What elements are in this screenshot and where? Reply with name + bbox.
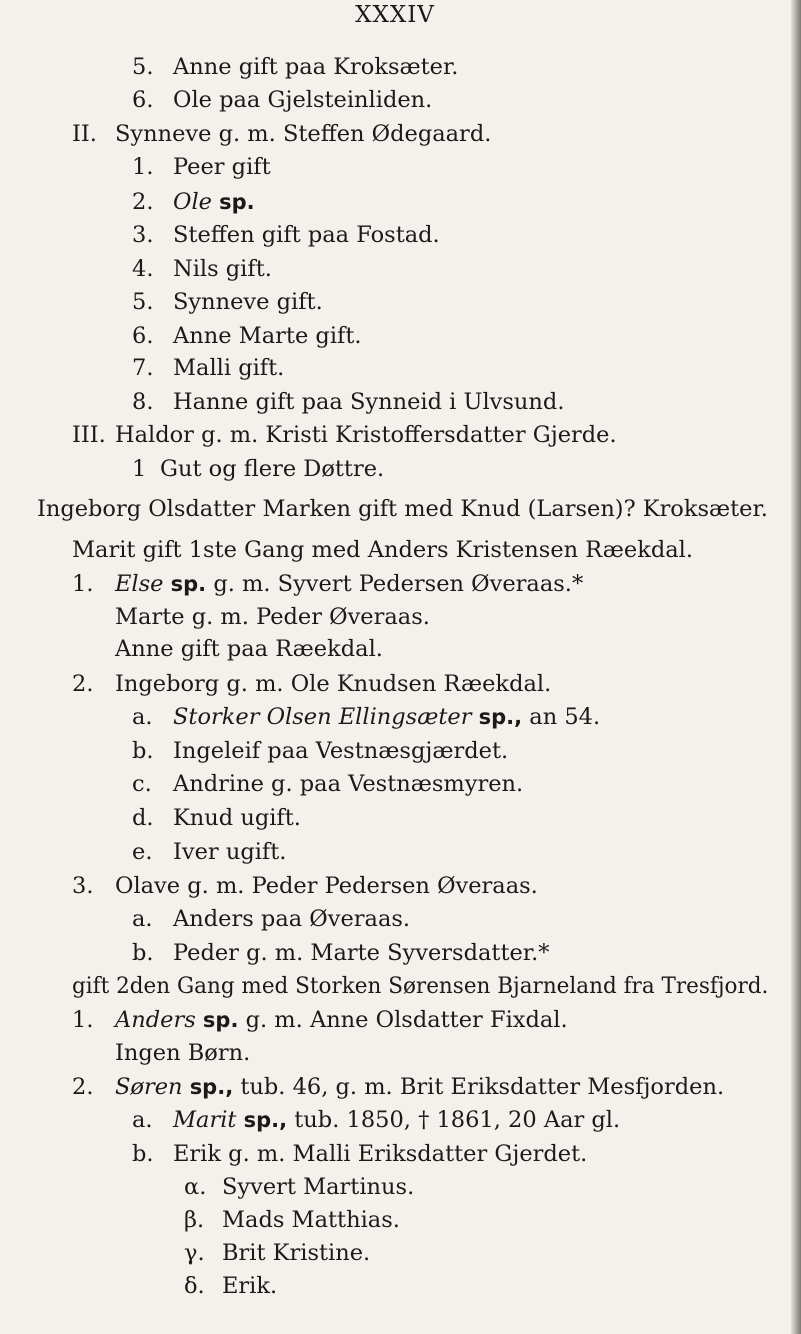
entry-text: Anders paa Øveraas.: [173, 906, 411, 932]
entry-text: Erik g. m. Malli Eriksdatter Gjerdet.: [173, 1141, 588, 1167]
person-name-italic: Storker Olsen Ellingsæter: [173, 704, 472, 730]
entry-line: [173, 325, 362, 348]
entry-line: [222, 1176, 414, 1199]
person-name-italic: Marit: [173, 1107, 237, 1133]
entry-text: g. m. Anne Olsdatter Fixdal.: [245, 1007, 568, 1033]
entry-line: [72, 975, 768, 998]
entry-number: 5.: [132, 289, 154, 315]
entry-number: 3.: [132, 222, 154, 248]
entry-line: [173, 291, 323, 314]
entry-text: Syvert Martinus.: [222, 1174, 415, 1200]
entry-number: 2.: [132, 189, 154, 215]
entry-number: d.: [132, 805, 154, 831]
sp-marker: sp.,: [189, 1075, 234, 1099]
entry-line: [115, 1009, 568, 1032]
entry-line: [173, 1109, 620, 1132]
entry-text: tub. 1850, † 1861, 20 Aar gl.: [294, 1107, 621, 1133]
entry-number: a.: [132, 906, 153, 932]
entry-text: g. m. Syvert Pedersen Øveraas.*: [213, 571, 584, 597]
entry-number: 2.: [72, 671, 94, 697]
entry-text: Olave g. m. Peder Pedersen Øveraas.: [115, 873, 538, 899]
person-name-italic: Ole: [173, 189, 212, 215]
entry-number: γ.: [184, 1240, 205, 1266]
entry-line: [173, 89, 432, 112]
entry-number: c.: [132, 771, 152, 797]
page-edge-shadow: [791, 0, 801, 1334]
entry-text: gift 2den Gang med Storken Sørensen Bjarneland fra Tresfjord.: [72, 973, 769, 999]
entry-number: 1.: [72, 1007, 94, 1033]
entry-text: tub. 46, g. m. Brit Eriksdatter Mesfjorden.: [240, 1074, 725, 1100]
entry-text: Nils gift.: [173, 256, 272, 282]
entry-line: [173, 740, 508, 763]
entry-line: [173, 224, 440, 247]
person-name-italic: Søren: [115, 1074, 183, 1100]
entry-number: a.: [132, 1107, 153, 1133]
entry-text: Ingeborg Olsdatter Marken gift med Knud (Larsen)? Kroksæter.: [37, 496, 768, 522]
entry-line: [173, 156, 271, 179]
entry-line: [115, 1042, 250, 1065]
entry-number: 6.: [132, 323, 154, 349]
entry-number: δ.: [184, 1273, 205, 1299]
person-name-italic: Anders: [115, 1007, 196, 1033]
entry-line: [173, 942, 550, 965]
entry-line: [173, 908, 410, 931]
entry-number: a.: [132, 704, 153, 730]
entry-line: [173, 391, 564, 414]
entry-text: Steffen gift paa Fostad.: [173, 222, 440, 248]
entry-number: 1.: [72, 571, 94, 597]
entry-line: [222, 1275, 277, 1298]
sp-marker: sp.,: [478, 705, 523, 729]
entry-text: Anne gift paa Ræekdal.: [115, 636, 383, 662]
entry-line: [115, 424, 617, 447]
entry-text: Peder g. m. Marte Syversdatter.*: [173, 940, 550, 966]
entry-line: [173, 773, 523, 796]
entry-text: Gut og flere Døttre.: [160, 456, 385, 482]
entry-text: Ingeborg g. m. Ole Knudsen Ræekdal.: [115, 671, 552, 697]
entry-text: Knud ugift.: [173, 805, 301, 831]
entry-number: 5.: [132, 54, 154, 80]
entry-text: an 54.: [529, 704, 601, 730]
entry-text: Ingeleif paa Vestnæsgjærdet.: [173, 738, 509, 764]
entry-text: Hanne gift paa Synneid i Ulvsund.: [173, 389, 565, 415]
entry-line: [222, 1209, 400, 1232]
sp-marker: sp.: [202, 1008, 239, 1032]
entry-line: [72, 539, 693, 562]
entry-line: [115, 638, 383, 661]
entry-number: 6.: [132, 87, 154, 113]
entry-text: Anne Marte gift.: [173, 323, 362, 349]
entry-number: 7.: [132, 355, 154, 381]
entry-line: [173, 706, 600, 729]
entry-line: [173, 357, 284, 380]
entry-text: Brit Kristine.: [222, 1240, 371, 1266]
entry-text: Mads Matthias.: [222, 1207, 400, 1233]
entry-number: e.: [132, 839, 153, 865]
entry-line: [173, 56, 458, 79]
entry-text: Haldor g. m. Kristi Kristoffersdatter Gjerde.: [115, 422, 617, 448]
entry-text: Malli gift.: [173, 355, 285, 381]
entry-line: [173, 1143, 587, 1166]
page-number: XXXIV: [355, 2, 435, 28]
entry-text: Marte g. m. Peder Øveraas.: [115, 604, 430, 630]
entry-number: b.: [132, 940, 154, 966]
entry-number: 1.: [132, 154, 154, 180]
entry-line: [115, 875, 538, 898]
entry-text: Anne gift paa Kroksæter.: [173, 54, 459, 80]
sp-marker: sp.,: [243, 1108, 288, 1132]
entry-number: II.: [72, 121, 97, 147]
entry-number: III.: [72, 422, 106, 448]
entry-number: 3.: [72, 873, 94, 899]
entry-line: [222, 1242, 370, 1265]
person-name-italic: Else: [115, 571, 164, 597]
entry-line: [160, 458, 384, 481]
entry-line: [115, 606, 430, 629]
entry-number: α.: [184, 1174, 207, 1200]
entry-number: b.: [132, 1141, 154, 1167]
entry-text: Synneve g. m. Steffen Ødegaard.: [115, 121, 492, 147]
entry-text: Marit gift 1ste Gang med Anders Kristensen Ræekdal.: [72, 537, 694, 563]
entry-line: [37, 498, 768, 521]
entry-text: Iver ugift.: [173, 839, 287, 865]
entry-line: [115, 123, 491, 146]
entry-number: 2.: [72, 1074, 94, 1100]
entry-line: [173, 807, 301, 830]
entry-text: Synneve gift.: [173, 289, 323, 315]
entry-number: b.: [132, 738, 154, 764]
entry-number: 8.: [132, 389, 154, 415]
entry-text: Peer gift: [173, 154, 271, 180]
entry-line: [115, 1076, 724, 1099]
sp-marker: sp.: [219, 190, 255, 214]
entry-text: Ingen Børn.: [115, 1040, 251, 1066]
entry-text: Andrine g. paa Vestnæsmyren.: [173, 771, 524, 797]
entry-line: [115, 573, 583, 596]
entry-line: [173, 191, 255, 214]
entry-text: Erik.: [222, 1273, 278, 1299]
entry-number: β.: [184, 1207, 205, 1233]
entry-text: Ole paa Gjelsteinliden.: [173, 87, 433, 113]
sp-marker: sp.: [170, 572, 207, 596]
entry-number: 4.: [132, 256, 154, 282]
entry-line: [173, 258, 272, 281]
entry-number: 1: [132, 456, 147, 482]
entry-line: [173, 841, 286, 864]
entry-line: [115, 673, 551, 696]
